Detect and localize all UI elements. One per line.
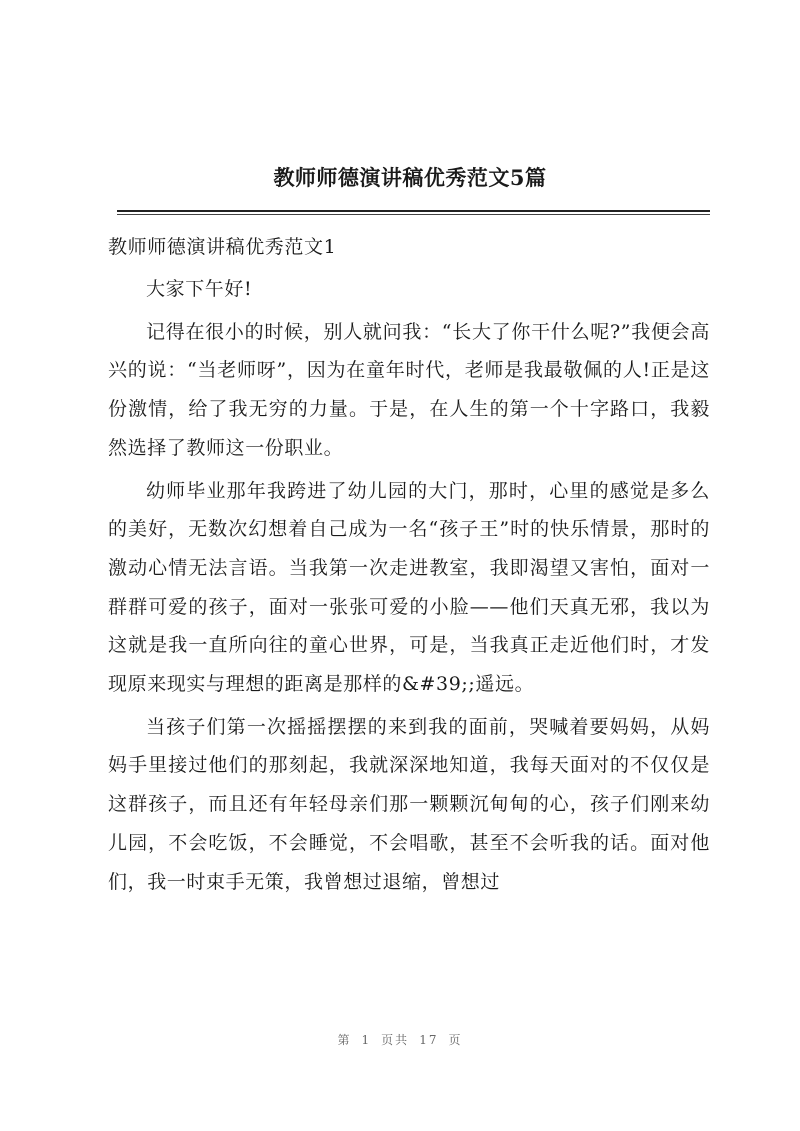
paragraph-kindergarten: 幼师毕业那年我跨进了幼儿园的大门，那时，心里的感觉是多么的美好，无数次幻想着自己成为一名“孩子王”时的快乐情景，那时的激动心情无法言语。当我第一次走进教室，我即渴望又害怕，面对一群群可爱的孩子，面对一张张可爱的小脸——他们天真无邪，我以为这就是我一直所向往的童心世界，可是，当我真正走近他们时，才发现原来现实与理想的距离是那样的&#39;;遥远。 [108,479,710,696]
section-heading: 教师师德演讲稿优秀范文1 [108,236,337,258]
title-divider-thin [117,214,710,215]
footer-page-number: 1 [361,1033,372,1047]
document-body [108,228,710,905]
paragraph-childhood: 记得在很小的时候，别人就问我：“长大了你干什么呢?”我便会高兴的说：“当老师呀”，因为在童年时代，老师是我最敬佩的人!正是这份激情，给了我无穷的力量。于是，在人生的第一个十字路口，我毅然选择了教师这一份职业。 [108,320,710,459]
footer-middle: 页共 [381,1033,410,1047]
page-footer [0,1031,800,1048]
footer-suffix: 页 [448,1033,463,1047]
document-title: 教师师德演讲稿优秀范文5篇 [273,165,547,190]
paragraph-first-day: 当孩子们第一次摇摇摆摆的来到我的面前，哭喊着要妈妈，从妈妈手里接过他们的那刻起，我就深深地知道，我每天面对的不仅仅是这群孩子，而且还有年轻母亲们那一颗颗沉甸甸的心，孩子们刚来幼儿园，不会吃饭，不会睡觉，不会唱歌，甚至不会听我的话。面对他们，我一时束手无策，我曾想过退缩，曾想过 [108,715,710,893]
title-divider-thick [117,210,710,212]
footer-prefix: 第 [337,1033,352,1047]
footer-total-pages: 17 [419,1033,439,1047]
paragraph-greeting: 大家下午好! [146,278,253,300]
